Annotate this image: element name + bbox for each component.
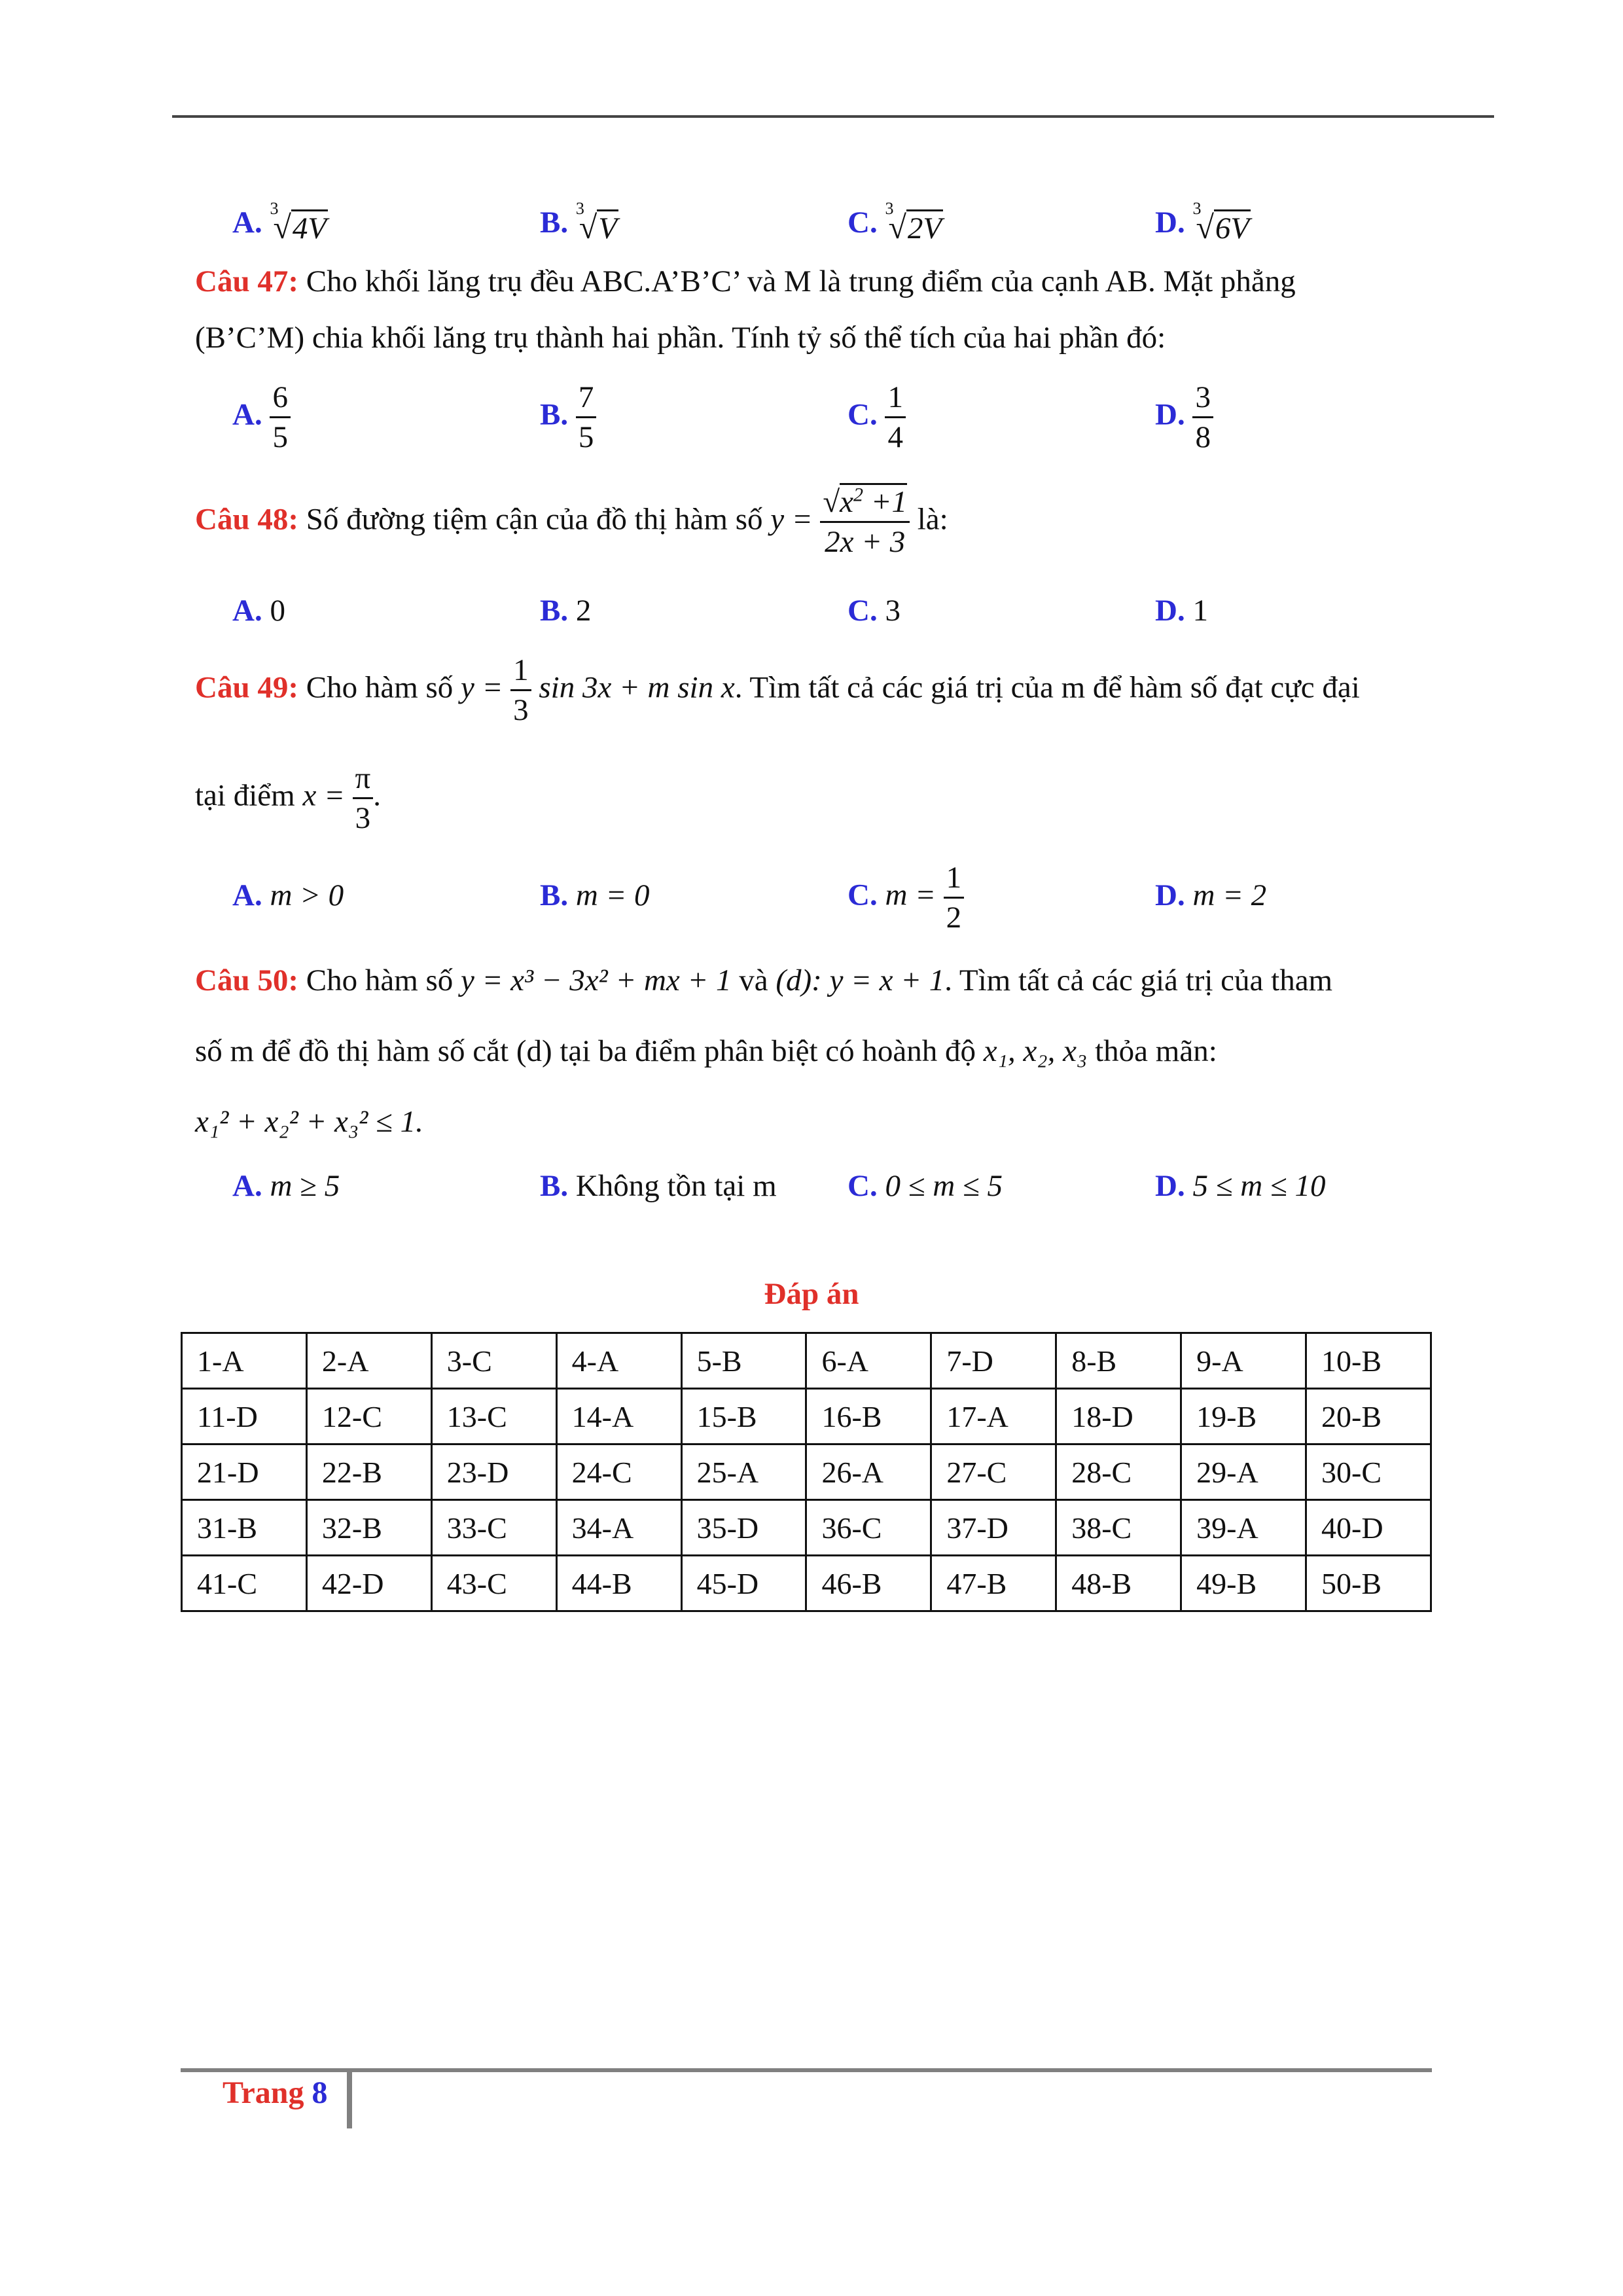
table-cell: 7-D	[931, 1333, 1056, 1389]
table-cell: 1-A	[182, 1333, 307, 1389]
q48-option-d: D. 1	[1155, 594, 1208, 628]
q50-option-d: D. 5 ≤ m ≤ 10	[1155, 1169, 1326, 1203]
table-cell: 32-B	[306, 1500, 431, 1556]
page-footer: Trang 8	[223, 2075, 328, 2110]
table-cell: 29-A	[1181, 1444, 1306, 1500]
table-cell: 22-B	[306, 1444, 431, 1500]
q46-option-c: C. 3 √ 2V	[847, 199, 942, 245]
table-cell: 11-D	[182, 1389, 307, 1444]
fraction: $\frac{1}{2}$	[944, 859, 965, 937]
table-row	[182, 1556, 1431, 1611]
q49-option-b: B. m = 0	[540, 878, 650, 912]
table-row	[182, 1333, 1431, 1389]
table-cell: 13-C	[431, 1389, 556, 1444]
q49-line2: tại điểm x = $\frac{\pi}{3}$ .	[195, 759, 381, 837]
header-rule	[172, 115, 1494, 118]
q50-option-c: C. 0 ≤ m ≤ 5	[847, 1169, 1003, 1203]
table-cell: 33-C	[431, 1500, 556, 1556]
table-cell: 28-C	[1056, 1444, 1181, 1500]
q49-option-a: A. m > 0	[232, 878, 344, 912]
fraction: $\frac{\pi}{3}$	[353, 759, 374, 837]
table-cell: 35-D	[681, 1500, 806, 1556]
table-cell: 5-B	[681, 1333, 806, 1389]
q49-option-c: C. m = $\frac{1}{2}$	[847, 859, 964, 937]
fraction: $\frac{7}{5}$	[576, 378, 597, 456]
table-cell: 31-B	[182, 1500, 307, 1556]
q49-option-d: D. m = 2	[1155, 878, 1267, 912]
table-cell: 25-A	[681, 1444, 806, 1500]
table-cell: 4-A	[556, 1333, 681, 1389]
footer-divider	[347, 2070, 352, 2128]
table-cell: 37-D	[931, 1500, 1056, 1556]
q50-line2: số m để đồ thị hàm số cắt (d) tại ba điểm phân biệt có hoành độ x₁, x₂, x₃ thỏa mãn:	[195, 1034, 1217, 1068]
table-cell: 27-C	[931, 1444, 1056, 1500]
table-row	[182, 1444, 1431, 1500]
fraction: $\frac{6}{5}$	[270, 378, 291, 456]
q50-option-a: A. m ≥ 5	[232, 1169, 340, 1203]
table-cell: 8-B	[1056, 1333, 1181, 1389]
table-cell: 15-B	[681, 1389, 806, 1444]
table-cell: 14-A	[556, 1389, 681, 1444]
q47-line1: Câu 47: Cho khối lăng trụ đều ABC.A’B’C’ và M là trung điểm của cạnh AB. Mặt phẳng	[195, 264, 1296, 298]
q47-option-d: D. $\frac{3}{8}$	[1155, 378, 1213, 456]
table-cell: 21-D	[182, 1444, 307, 1500]
table-cell: 38-C	[1056, 1500, 1181, 1556]
fraction: $\frac{1}{4}$	[885, 378, 906, 456]
table-cell: 9-A	[1181, 1333, 1306, 1389]
table-cell: 43-C	[431, 1556, 556, 1611]
table-cell: 30-C	[1306, 1444, 1431, 1500]
q46-option-a: A. 3 √ 4V	[232, 199, 327, 245]
q47-option-a: A. $\frac{6}{5}$	[232, 378, 291, 456]
table-cell: 16-B	[806, 1389, 931, 1444]
footer-rule	[181, 2068, 1432, 2072]
table-cell: 17-A	[931, 1389, 1056, 1444]
table-cell: 20-B	[1306, 1389, 1431, 1444]
table-cell: 42-D	[306, 1556, 431, 1611]
table-cell: 41-C	[182, 1556, 307, 1611]
fraction: $\frac{√x^2 +1}{2x + 3}$	[820, 483, 910, 561]
q49-line1: Câu 49: Cho hàm số y = $\frac{1}{3}$ sin 3x + m sin x. Tìm tất cả các giá trị của m để hàm số đạt cực đại	[195, 651, 1360, 729]
table-cell: 26-A	[806, 1444, 931, 1500]
table-cell: 10-B	[1306, 1333, 1431, 1389]
q48-option-a: A. 0	[232, 594, 285, 628]
table-cell: 6-A	[806, 1333, 931, 1389]
table-cell: 45-D	[681, 1556, 806, 1611]
table-cell: 24-C	[556, 1444, 681, 1500]
table-cell: 50-B	[1306, 1556, 1431, 1611]
q48-option-c: C. 3	[847, 594, 901, 628]
table-cell: 47-B	[931, 1556, 1056, 1611]
q50-condition: x₁² + x₂² + x₃² ≤ 1.	[195, 1105, 423, 1139]
table-cell: 49-B	[1181, 1556, 1306, 1611]
table-cell: 40-D	[1306, 1500, 1431, 1556]
table-cell: 18-D	[1056, 1389, 1181, 1444]
page-number: 8	[312, 2075, 328, 2110]
table-cell: 44-B	[556, 1556, 681, 1611]
table-cell: 3-C	[431, 1333, 556, 1389]
q47-option-b: B. $\frac{7}{5}$	[540, 378, 596, 456]
q47-line2: (B’C’M) chia khối lăng trụ thành hai phần. Tính tỷ số thể tích của hai phần đó:	[195, 321, 1166, 355]
cube-root: 3 √ 6V	[1192, 199, 1250, 245]
q50-line1: Câu 50: Cho hàm số y = x³ − 3x² + mx + 1 và (d): y = x + 1. Tìm tất cả các giá trị của tham	[195, 963, 1333, 997]
cube-root: 3 √ 4V	[270, 199, 327, 245]
fraction: $\frac{3}{8}$	[1192, 378, 1213, 456]
q48-stem: Câu 48: Số đường tiệm cận của đồ thị hàm số y = $\frac{√x^2 +1}{2x + 3}$ là:	[195, 483, 948, 561]
table-cell: 34-A	[556, 1500, 681, 1556]
table-row	[182, 1389, 1431, 1444]
q48-option-b: B. 2	[540, 594, 592, 628]
table-cell: 46-B	[806, 1556, 931, 1611]
answer-key-title: Đáp án	[764, 1277, 859, 1311]
table-cell: 36-C	[806, 1500, 931, 1556]
table-cell: 2-A	[306, 1333, 431, 1389]
cube-root: 3 √ 2V	[885, 199, 942, 245]
table-cell: 23-D	[431, 1444, 556, 1500]
q46-option-d: D. 3 √ 6V	[1155, 199, 1250, 245]
table-row	[182, 1500, 1431, 1556]
table-cell: 48-B	[1056, 1556, 1181, 1611]
q46-option-b: B. 3 √ V	[540, 199, 618, 245]
answer-key-table	[181, 1332, 1432, 1612]
q47-option-c: C. $\frac{1}{4}$	[847, 378, 906, 456]
q50-option-b: B. Không tồn tại m	[540, 1169, 777, 1203]
table-cell: 12-C	[306, 1389, 431, 1444]
fraction: $\frac{1}{3}$	[510, 651, 531, 729]
table-cell: 19-B	[1181, 1389, 1306, 1444]
table-cell: 39-A	[1181, 1500, 1306, 1556]
cube-root: 3 √ V	[575, 199, 618, 245]
